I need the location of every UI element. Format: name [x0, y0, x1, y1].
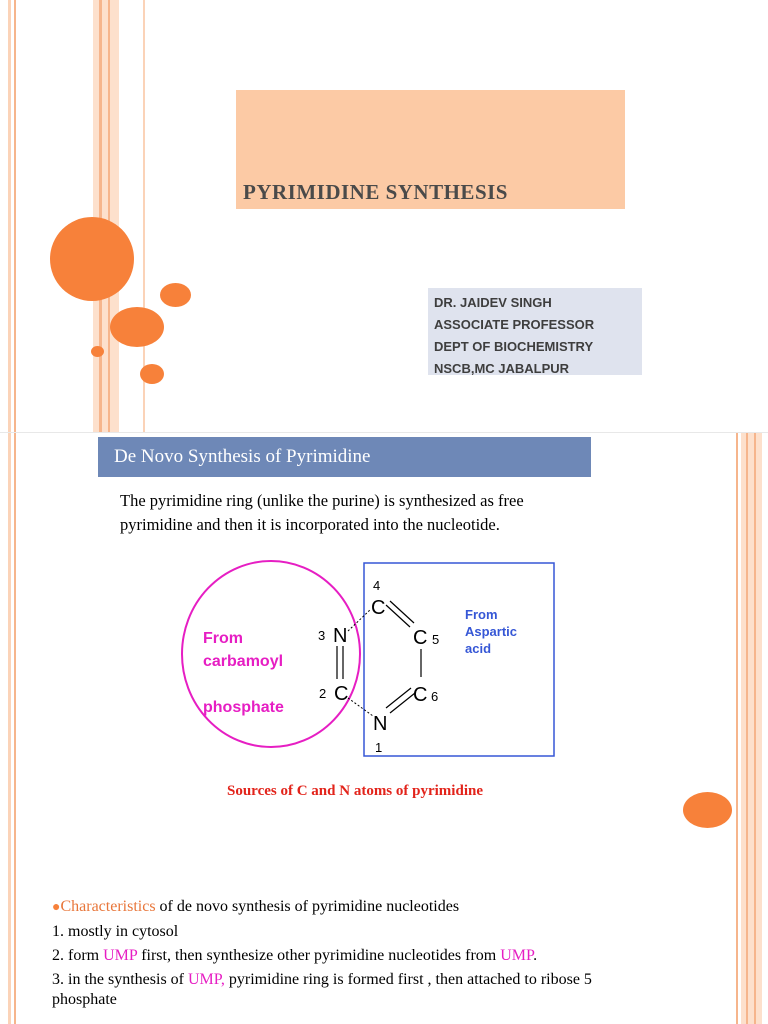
list-item-text: 3. in the synthesis of: [52, 971, 188, 988]
list-item-text: pyrimidine ring is formed first , then attached to ribose 5: [224, 971, 592, 988]
box-label-aspartic: Aspartic: [465, 624, 518, 639]
atom-n1: N: [373, 713, 388, 735]
decorative-circle: [110, 307, 164, 347]
atom-c2-number: 2: [319, 686, 327, 701]
decorative-stripe: [93, 0, 119, 432]
page-title: PYRIMIDINE SYNTHESIS: [243, 180, 508, 204]
ump-highlight: UMP,: [188, 971, 225, 988]
author-box: [428, 288, 642, 375]
bond-c6-n1-a: [386, 688, 411, 708]
decorative-circle: [91, 346, 104, 357]
list-item-text: of de novo synthesis of pyrimidine nucleotides: [155, 898, 460, 915]
ump-highlight: UMP: [103, 947, 138, 964]
section-heading: De Novo Synthesis of Pyrimidine: [114, 446, 371, 467]
atom-c5-number: 5: [432, 632, 440, 647]
pyrimidine-diagram: [0, 558, 768, 778]
box-label-from: From: [465, 607, 498, 622]
decorative-circle: [683, 792, 732, 828]
author-institution: NSCB,MC JABALPUR: [434, 361, 570, 376]
decorative-circle: [140, 364, 164, 384]
atom-n1-number: 1: [375, 740, 383, 755]
list-item-text: first, then synthesize other pyrimidine nucleotides from: [137, 947, 501, 964]
atom-c6: C: [413, 684, 428, 706]
circle-label-carbamoyl: carbamoyl: [203, 653, 284, 670]
list-item-text: 2. form: [52, 947, 104, 964]
list-item-text: .: [533, 947, 538, 964]
box-label-acid: acid: [465, 641, 492, 656]
list-item: [52, 895, 752, 920]
list-item: 1. mostly in cytosol: [52, 923, 179, 940]
author-position: ASSOCIATE PROFESSOR: [434, 317, 595, 332]
atom-n3-number: 3: [318, 628, 326, 643]
atom-c4-number: 4: [373, 578, 381, 593]
bullet-dot-icon: ●: [52, 900, 61, 915]
bond-c2-n1: [348, 698, 373, 716]
title-slide: [0, 0, 768, 433]
decorative-stripe: [108, 0, 110, 432]
decorative-circle: [50, 217, 134, 301]
ump-highlight: UMP: [500, 947, 534, 964]
decorative-stripe: [8, 0, 11, 432]
list-item: [52, 944, 752, 968]
atom-c6-number: 6: [431, 689, 439, 704]
decorative-stripe: [99, 0, 102, 432]
aspartic-acid-box: [364, 563, 554, 756]
characteristics-highlight: Characteristics: [60, 898, 156, 915]
list-item-continuation: phosphate: [52, 991, 117, 1008]
atom-c4: C: [371, 597, 386, 619]
atom-c2: C: [334, 683, 349, 705]
content-slide: [0, 433, 768, 1024]
author-name: DR. JAIDEV SINGH: [434, 295, 552, 310]
decorative-circle: [160, 283, 191, 307]
characteristics-list: [52, 895, 752, 1012]
section-heading-bar: [98, 437, 591, 477]
atom-c5: C: [413, 627, 428, 649]
circle-label-from: From: [203, 630, 243, 647]
decorative-stripe: [14, 0, 16, 432]
atom-n3: N: [333, 625, 348, 647]
circle-label-phosphate: phosphate: [203, 699, 284, 716]
author-department: DEPT OF BIOCHEMISTRY: [434, 339, 594, 354]
intro-paragraph: The pyrimidine ring (unlike the purine) is synthesized as free pyrimidine and then it is incorporated into the nucleotide.: [120, 491, 524, 534]
diagram-caption: Sources of C and N atoms of pyrimidine: [227, 783, 483, 799]
bond-c6-n1-b: [390, 693, 415, 713]
